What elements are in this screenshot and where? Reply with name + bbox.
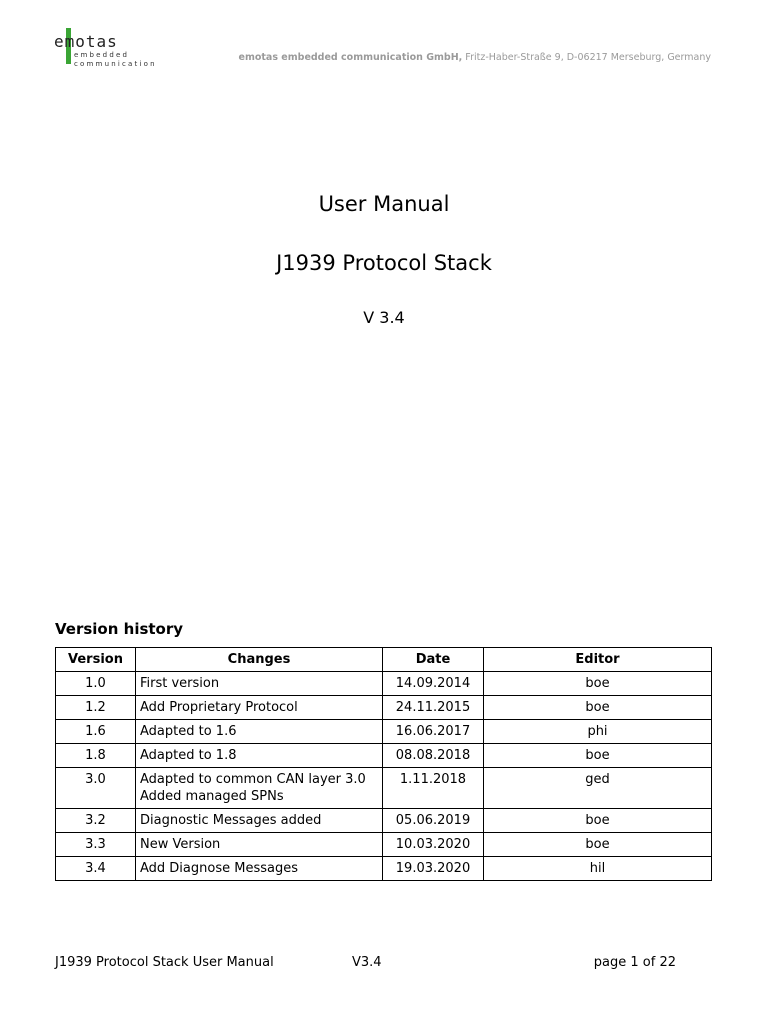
version-history-body bbox=[56, 672, 712, 881]
company-address: Fritz-Haber-Straße 9, D-06217 Merseburg, Germany bbox=[462, 52, 711, 63]
cell-version: 3.2 bbox=[56, 809, 136, 833]
change-line: Add Proprietary Protocol bbox=[140, 700, 298, 715]
table-row bbox=[56, 809, 712, 833]
cell-editor: hil bbox=[484, 857, 712, 881]
cell-version: 1.6 bbox=[56, 720, 136, 744]
cell-version: 3.0 bbox=[56, 768, 136, 809]
cell-date: 24.11.2015 bbox=[383, 696, 484, 720]
change-line: Added managed SPNs bbox=[140, 789, 284, 804]
table-row bbox=[56, 720, 712, 744]
change-line: Diagnostic Messages added bbox=[140, 813, 322, 828]
cell-editor: boe bbox=[484, 744, 712, 768]
version-history-table bbox=[55, 647, 712, 881]
cell-changes bbox=[136, 768, 383, 809]
cell-changes bbox=[136, 672, 383, 696]
change-line: First version bbox=[140, 676, 220, 691]
change-line: New Version bbox=[140, 837, 221, 852]
cell-changes bbox=[136, 833, 383, 857]
cell-changes bbox=[136, 696, 383, 720]
footer-document-name: J1939 Protocol Stack User Manual bbox=[55, 955, 274, 970]
change-line: Adapted to common CAN layer 3.0 bbox=[140, 772, 366, 787]
cell-version: 3.4 bbox=[56, 857, 136, 881]
cell-date: 10.03.2020 bbox=[383, 833, 484, 857]
cell-date: 16.06.2017 bbox=[383, 720, 484, 744]
logo-tagline-2: communication bbox=[74, 60, 157, 68]
document-title: User Manual bbox=[318, 192, 450, 216]
cell-date: 1.11.2018 bbox=[383, 768, 484, 809]
table-header-row bbox=[56, 648, 712, 672]
document-version: V 3.4 bbox=[363, 308, 405, 327]
version-history-heading: Version history bbox=[55, 620, 184, 638]
change-line: Add Diagnose Messages bbox=[140, 861, 298, 876]
change-line: Adapted to 1.8 bbox=[140, 748, 237, 763]
cell-version: 3.3 bbox=[56, 833, 136, 857]
document-subtitle: J1939 Protocol Stack bbox=[276, 251, 492, 275]
footer-version: V3.4 bbox=[352, 955, 382, 970]
cell-version: 1.0 bbox=[56, 672, 136, 696]
column-header-changes: Changes bbox=[136, 648, 383, 672]
change-line: Adapted to 1.6 bbox=[140, 724, 237, 739]
cell-editor: ged bbox=[484, 768, 712, 809]
cell-version: 1.2 bbox=[56, 696, 136, 720]
table-row bbox=[56, 696, 712, 720]
cell-editor: boe bbox=[484, 833, 712, 857]
cell-date: 08.08.2018 bbox=[383, 744, 484, 768]
table-row bbox=[56, 672, 712, 696]
cell-editor: boe bbox=[484, 809, 712, 833]
table-row bbox=[56, 833, 712, 857]
cell-editor: boe bbox=[484, 696, 712, 720]
cell-date: 14.09.2014 bbox=[383, 672, 484, 696]
company-info bbox=[239, 52, 711, 63]
cell-editor: boe bbox=[484, 672, 712, 696]
cell-date: 19.03.2020 bbox=[383, 857, 484, 881]
table-row bbox=[56, 857, 712, 881]
table-row bbox=[56, 744, 712, 768]
cell-changes bbox=[136, 720, 383, 744]
company-logo bbox=[48, 26, 157, 68]
cell-changes bbox=[136, 809, 383, 833]
cell-version: 1.8 bbox=[56, 744, 136, 768]
column-header-editor: Editor bbox=[484, 648, 712, 672]
company-name: emotas embedded communication GmbH, bbox=[238, 52, 463, 63]
column-header-version: Version bbox=[56, 648, 136, 672]
cell-changes bbox=[136, 744, 383, 768]
column-header-date: Date bbox=[383, 648, 484, 672]
table-row bbox=[56, 768, 712, 809]
cell-date: 05.06.2019 bbox=[383, 809, 484, 833]
logo-brand: emotas bbox=[54, 32, 118, 51]
cell-editor: phi bbox=[484, 720, 712, 744]
cell-changes bbox=[136, 857, 383, 881]
logo-tagline-1: embedded bbox=[74, 51, 130, 59]
footer-page-number: page 1 of 22 bbox=[593, 955, 676, 970]
